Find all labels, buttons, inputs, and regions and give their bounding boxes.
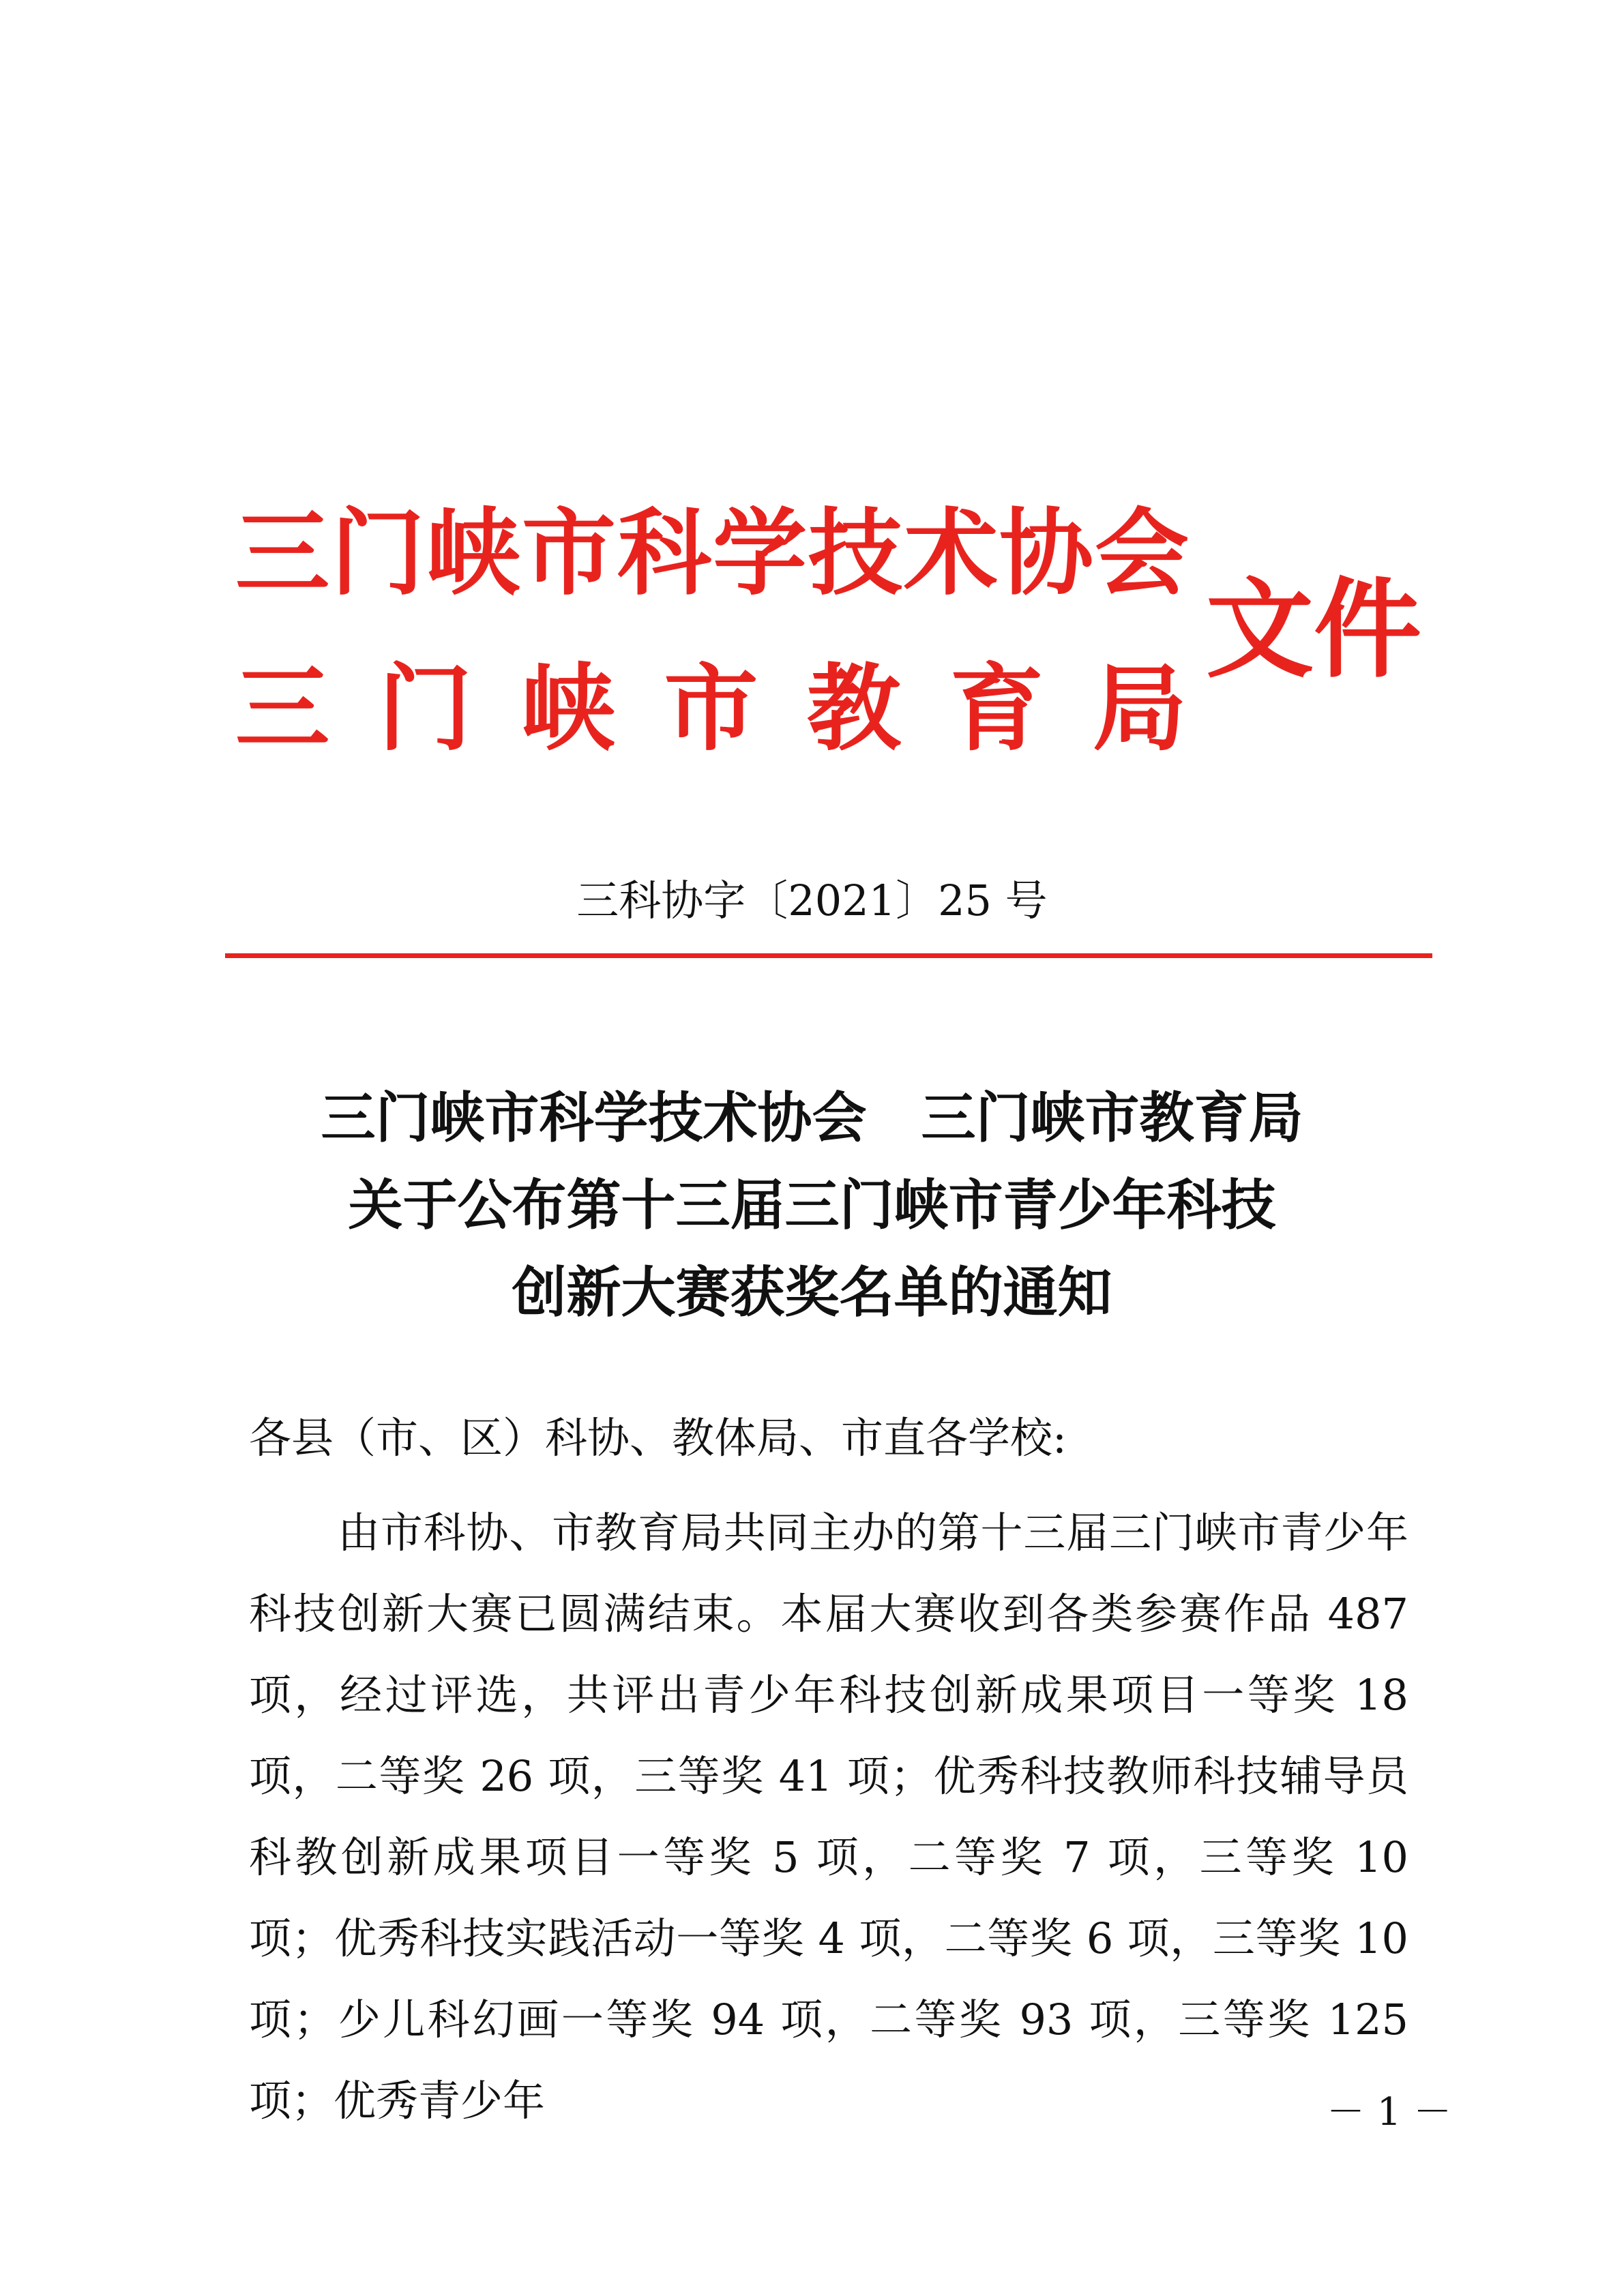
letterhead-document-suffix: 文件 [1206,567,1421,693]
document-number: 三科协字〔2021〕25 号 [576,876,1048,925]
title-line: 三门峡市科学技术协会 三门峡市教育局 [321,1086,1303,1150]
red-divider-rule [225,953,1432,958]
letterhead-char: 育 [949,653,1044,764]
body-paragraph: 由市科协、市教育局共同主办的第十三届三门峡市青少年科技创新大赛已圆满结束。本届大赛收到各类参赛作品 487 项，经过评选，共评出青少年科技创新成果项目一等奖 18 项，二等奖 26 项，三等奖 41 项；优秀科技教师科技辅导员科教创新成果项目一等奖 5 项，二等奖 7 项，三等奖 10 项；优秀科技实践活动一等奖 4 项，二等奖 6 项，三等奖 10 项；少儿科幻画一等奖 94 项，二等奖 93 项，三等奖 125 项；优秀青少年 [249,1508,1408,2126]
letterhead-char: 峡 [520,653,615,764]
letterhead-char: 门 [378,653,473,764]
document-title [0,1074,1624,1336]
letterhead-char: 市 [664,653,758,764]
salutation: 各县（市、区）科协、教体局、市直各学校: [249,1413,1067,1463]
title-line: 创新大赛获奖名单的通知 [512,1260,1112,1324]
title-line: 关于公布第十三届三门峡市青少年科技 [348,1173,1276,1237]
letterhead-org-education-bureau [235,653,1187,764]
letterhead-char: 教 [806,653,901,764]
page-number: － 1 － [1327,2090,1452,2134]
letterhead-char: 三 [235,653,330,764]
letterhead-org-science-association: 三门峡市科学技术协会 [235,497,1191,608]
letterhead-char: 局 [1092,653,1187,764]
